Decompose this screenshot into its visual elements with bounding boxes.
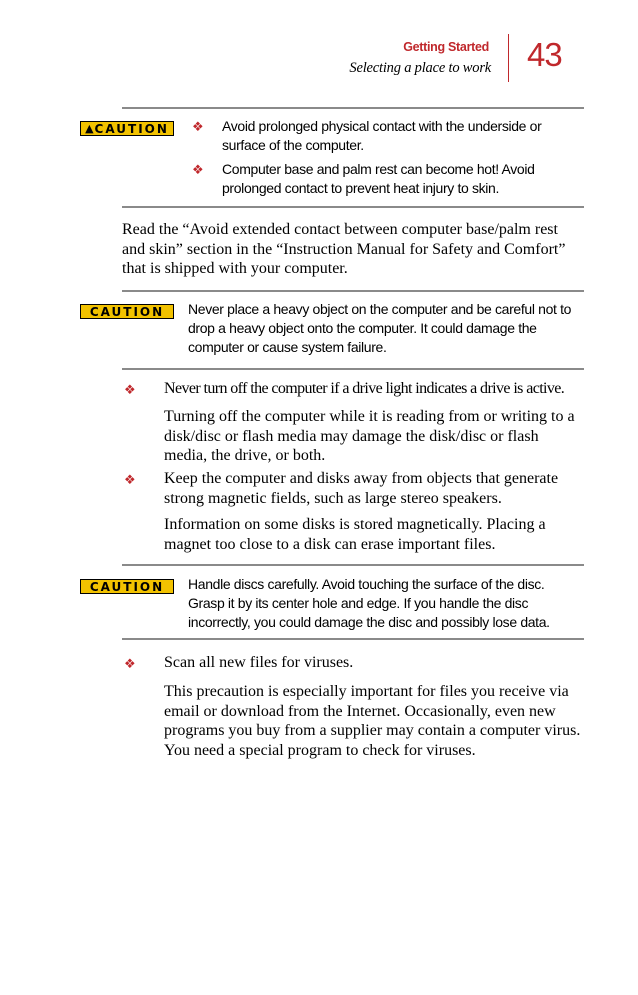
caution-label: CAUTION — [94, 121, 169, 136]
section-title: Selecting a place to work — [349, 60, 491, 76]
caution-bottom-rule — [122, 206, 584, 208]
page-number: 43 — [527, 36, 562, 73]
caution-badge — [80, 579, 174, 594]
header-divider — [508, 34, 509, 82]
bullet-detail: This precaution is especially important for files you receive via email or download from the Internet. Occasionally, even new programs you buy from a supplier may contain a computer virus. You need a special program to check for viruses. — [164, 683, 581, 760]
caution-top-rule — [122, 107, 584, 109]
caution-bullet-text: Avoid prolonged physical contact with the underside or surface of the computer. — [222, 118, 542, 153]
diamond-bullet-icon: ❖ — [192, 119, 204, 134]
warning-triangle-icon: ▲ — [85, 122, 94, 135]
diamond-bullet-icon: ❖ — [124, 382, 136, 397]
diamond-bullet-icon: ❖ — [124, 472, 136, 487]
diamond-bullet-icon: ❖ — [124, 656, 136, 671]
bullet-lead: Never turn off the computer if a drive light indicates a drive is active. — [164, 380, 565, 397]
bullet-lead: Keep the computer and disks away from objects that generate strong magnetic fields, such as large stereo speakers. — [164, 470, 559, 507]
chapter-title: Getting Started — [403, 40, 489, 54]
caution-bullet-text: Computer base and palm rest can become hot! Avoid prolonged contact to prevent heat injury to skin. — [222, 161, 535, 196]
caution-text: Never place a heavy object on the computer and be careful not to drop a heavy object onto the computer. It could damage the computer or cause system failure. — [188, 301, 572, 355]
caution-text: Handle discs carefully. Avoid touching the surface of the disc. Grasp it by its center hole and edge. If you handle the disc incorrectly, you could damage the disc and possibly lose data. — [188, 576, 550, 630]
bullet-detail: Turning off the computer while it is reading from or writing to a disk/disc or flash media may damage the disk/disc or flash media, the drive, or both. — [164, 408, 575, 465]
caution-label: CAUTION — [89, 304, 165, 319]
caution-badge — [80, 304, 174, 319]
caution-label: CAUTION — [89, 579, 165, 594]
bullet-lead: Scan all new files for viruses. — [164, 654, 354, 671]
caution-top-rule — [122, 564, 584, 566]
caution-bottom-rule — [122, 638, 584, 640]
caution-top-rule — [122, 290, 584, 292]
diamond-bullet-icon: ❖ — [192, 162, 204, 177]
caution-bottom-rule — [122, 368, 584, 370]
body-paragraph: Read the “Avoid extended contact between computer base/palm rest and skin” section in the “Instruction Manual for Safety and Comfort” that is shipped with your computer. — [122, 221, 566, 278]
bullet-detail: Information on some disks is stored magnetically. Placing a magnet too close to a disk can erase important files. — [164, 516, 546, 553]
caution-badge — [80, 121, 174, 136]
